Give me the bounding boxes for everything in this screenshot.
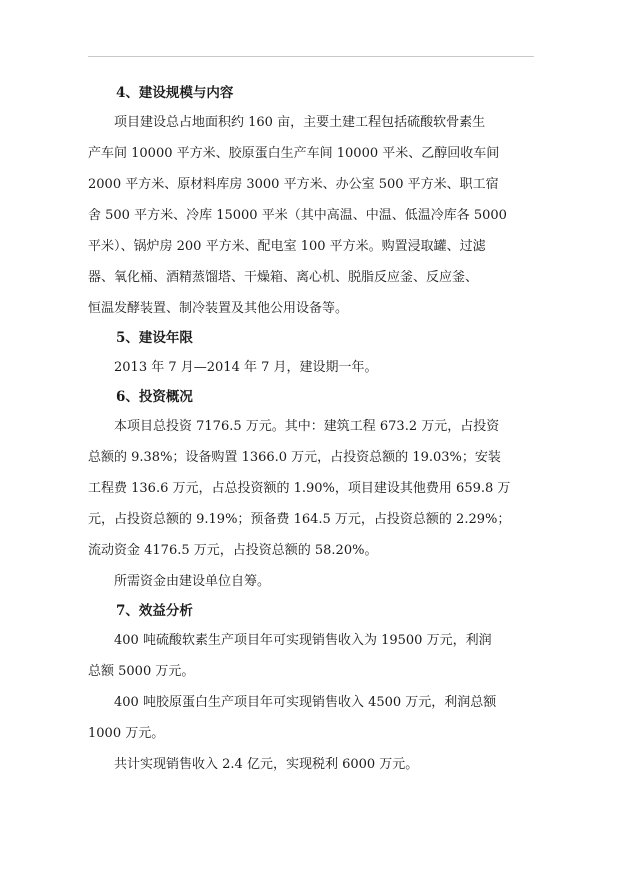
section-heading-benefit: 7、效益分析 [116,603,193,619]
text-line: 舍 500 平方米、冷库 15000 平米（其中高温、中温、低温冷库各 5000 [88,208,507,223]
text-line: 所需资金由建设单位自筹。 [114,574,271,589]
text-line: 恒温发酵装置、制冷装置及其他公用设备等。 [88,301,349,316]
section-heading-scale: 4、建设规模与内容 [116,85,234,101]
paragraph-benefit-chondroitin [88,625,534,687]
text-line: 本项目总投资 7176.5 万元。其中：建筑工程 673.2 万元，占投资 [114,419,500,434]
text-line: 400 吨胶原蛋白生产项目年可实现销售收入 4500 万元，利润总额 [114,695,497,710]
text-line: 平米）、锅炉房 200 平方米、配电室 100 平方米。购置浸取罐、过滤 [88,239,486,254]
text-line: 400 吨硫酸软素生产项目年可实现销售收入为 19500 万元，利润 [114,633,492,648]
paragraph-funding-note [88,566,534,597]
text-line: 流动资金 4176.5 万元，占投资总额的 58.20%。 [88,543,378,558]
text-line: 器、氧化桶、酒精蒸馏塔、干燥箱、离心机、脱脂反应釜、反应釜、 [88,270,479,285]
text-line: 产车间 10000 平方米、胶原蛋白生产车间 10000 平米、乙醇回收车间 [88,146,500,161]
paragraph-investment [88,411,534,566]
text-line: 共计实现销售收入 2.4 亿元，实现税利 6000 万元。 [114,757,419,772]
text-line: 1000 万元。 [88,726,165,741]
text-line: 项目建设总占地面积约 160 亩，主要土建工程包括硫酸软骨素生 [114,115,486,130]
text-line: 总额的 9.38%；设备购置 1366.0 万元，占投资总额的 19.03%；安装 [88,450,501,465]
section-heading-investment: 6、投资概况 [116,389,193,405]
section-heading-period: 5、建设年限 [116,330,193,346]
document-body [88,79,534,780]
text-line: 元，占投资总额的 9.19%；预备费 164.5 万元，占投资总额的 2.29%； [88,512,511,527]
text-line: 2013 年 7 月—2014 年 7 月，建设期一年。 [114,360,378,375]
paragraph-scale-content [88,107,534,324]
paragraph-period [88,352,534,383]
text-line: 2000 平方米、原材料库房 3000 平方米、办公室 500 平方米、职工宿 [88,177,499,192]
text-line: 总额 5000 万元。 [88,664,195,679]
header-rule [88,56,534,57]
paragraph-benefit-total [88,749,534,780]
text-line: 工程费 136.6 万元，占总投资额的 1.90%，项目建设其他费用 659.8 万 [88,481,511,496]
paragraph-benefit-collagen [88,687,534,749]
